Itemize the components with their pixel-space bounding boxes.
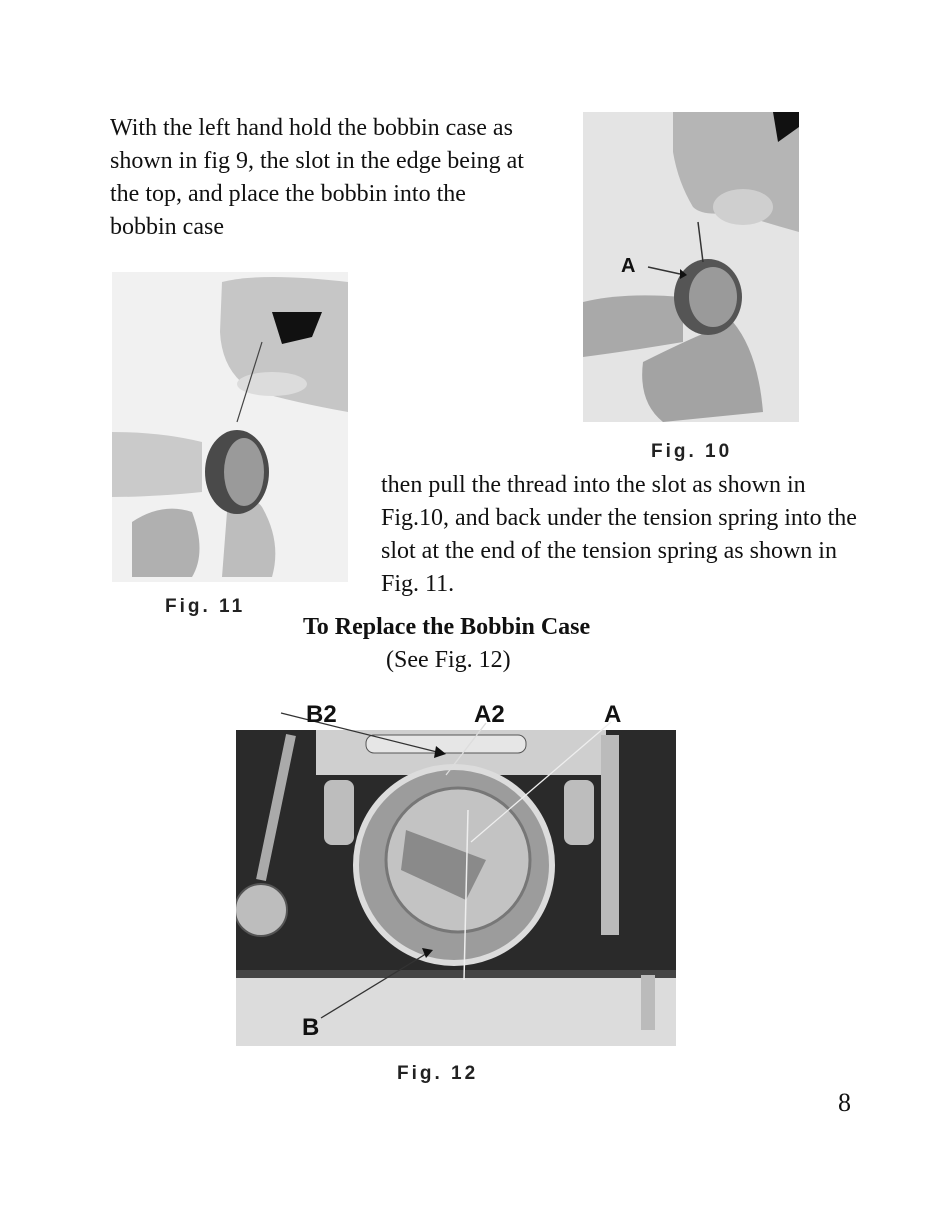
section-heading: To Replace the Bobbin Case: [303, 614, 591, 640]
fig12-illustration: [236, 690, 676, 1052]
fig12-label-b: B: [302, 1014, 320, 1041]
intro-paragraph: With the left hand hold the bobbin case as shown in fig 9, the slot in the edge being at the top, and place the bobbin into the bobbin case: [110, 115, 524, 240]
fig12-label-a: A: [604, 701, 622, 728]
fig12-caption: Fig. 12: [397, 1063, 479, 1084]
fig11-illustration: [112, 272, 348, 582]
fig12-label-a2: A2: [474, 701, 505, 728]
fig10-label-a: A: [621, 255, 636, 277]
fig12-label-b2: B2: [306, 701, 337, 728]
fig11-caption: Fig. 11: [165, 596, 246, 617]
thread-paragraph: then pull the thread into the slot as shown in Fig.10, and back under the tension spring into the slot at the end of the tension spring as shown in Fig. 11.: [381, 472, 857, 597]
fig10-photo: [583, 112, 799, 422]
fig12-photo: [236, 690, 676, 1052]
section-subheading: (See Fig. 12): [386, 647, 511, 673]
page-number: 8: [838, 1088, 851, 1117]
fig10-caption: Fig. 10: [651, 441, 733, 462]
fig11-photo: [112, 272, 348, 582]
fig10-illustration: [583, 112, 799, 422]
